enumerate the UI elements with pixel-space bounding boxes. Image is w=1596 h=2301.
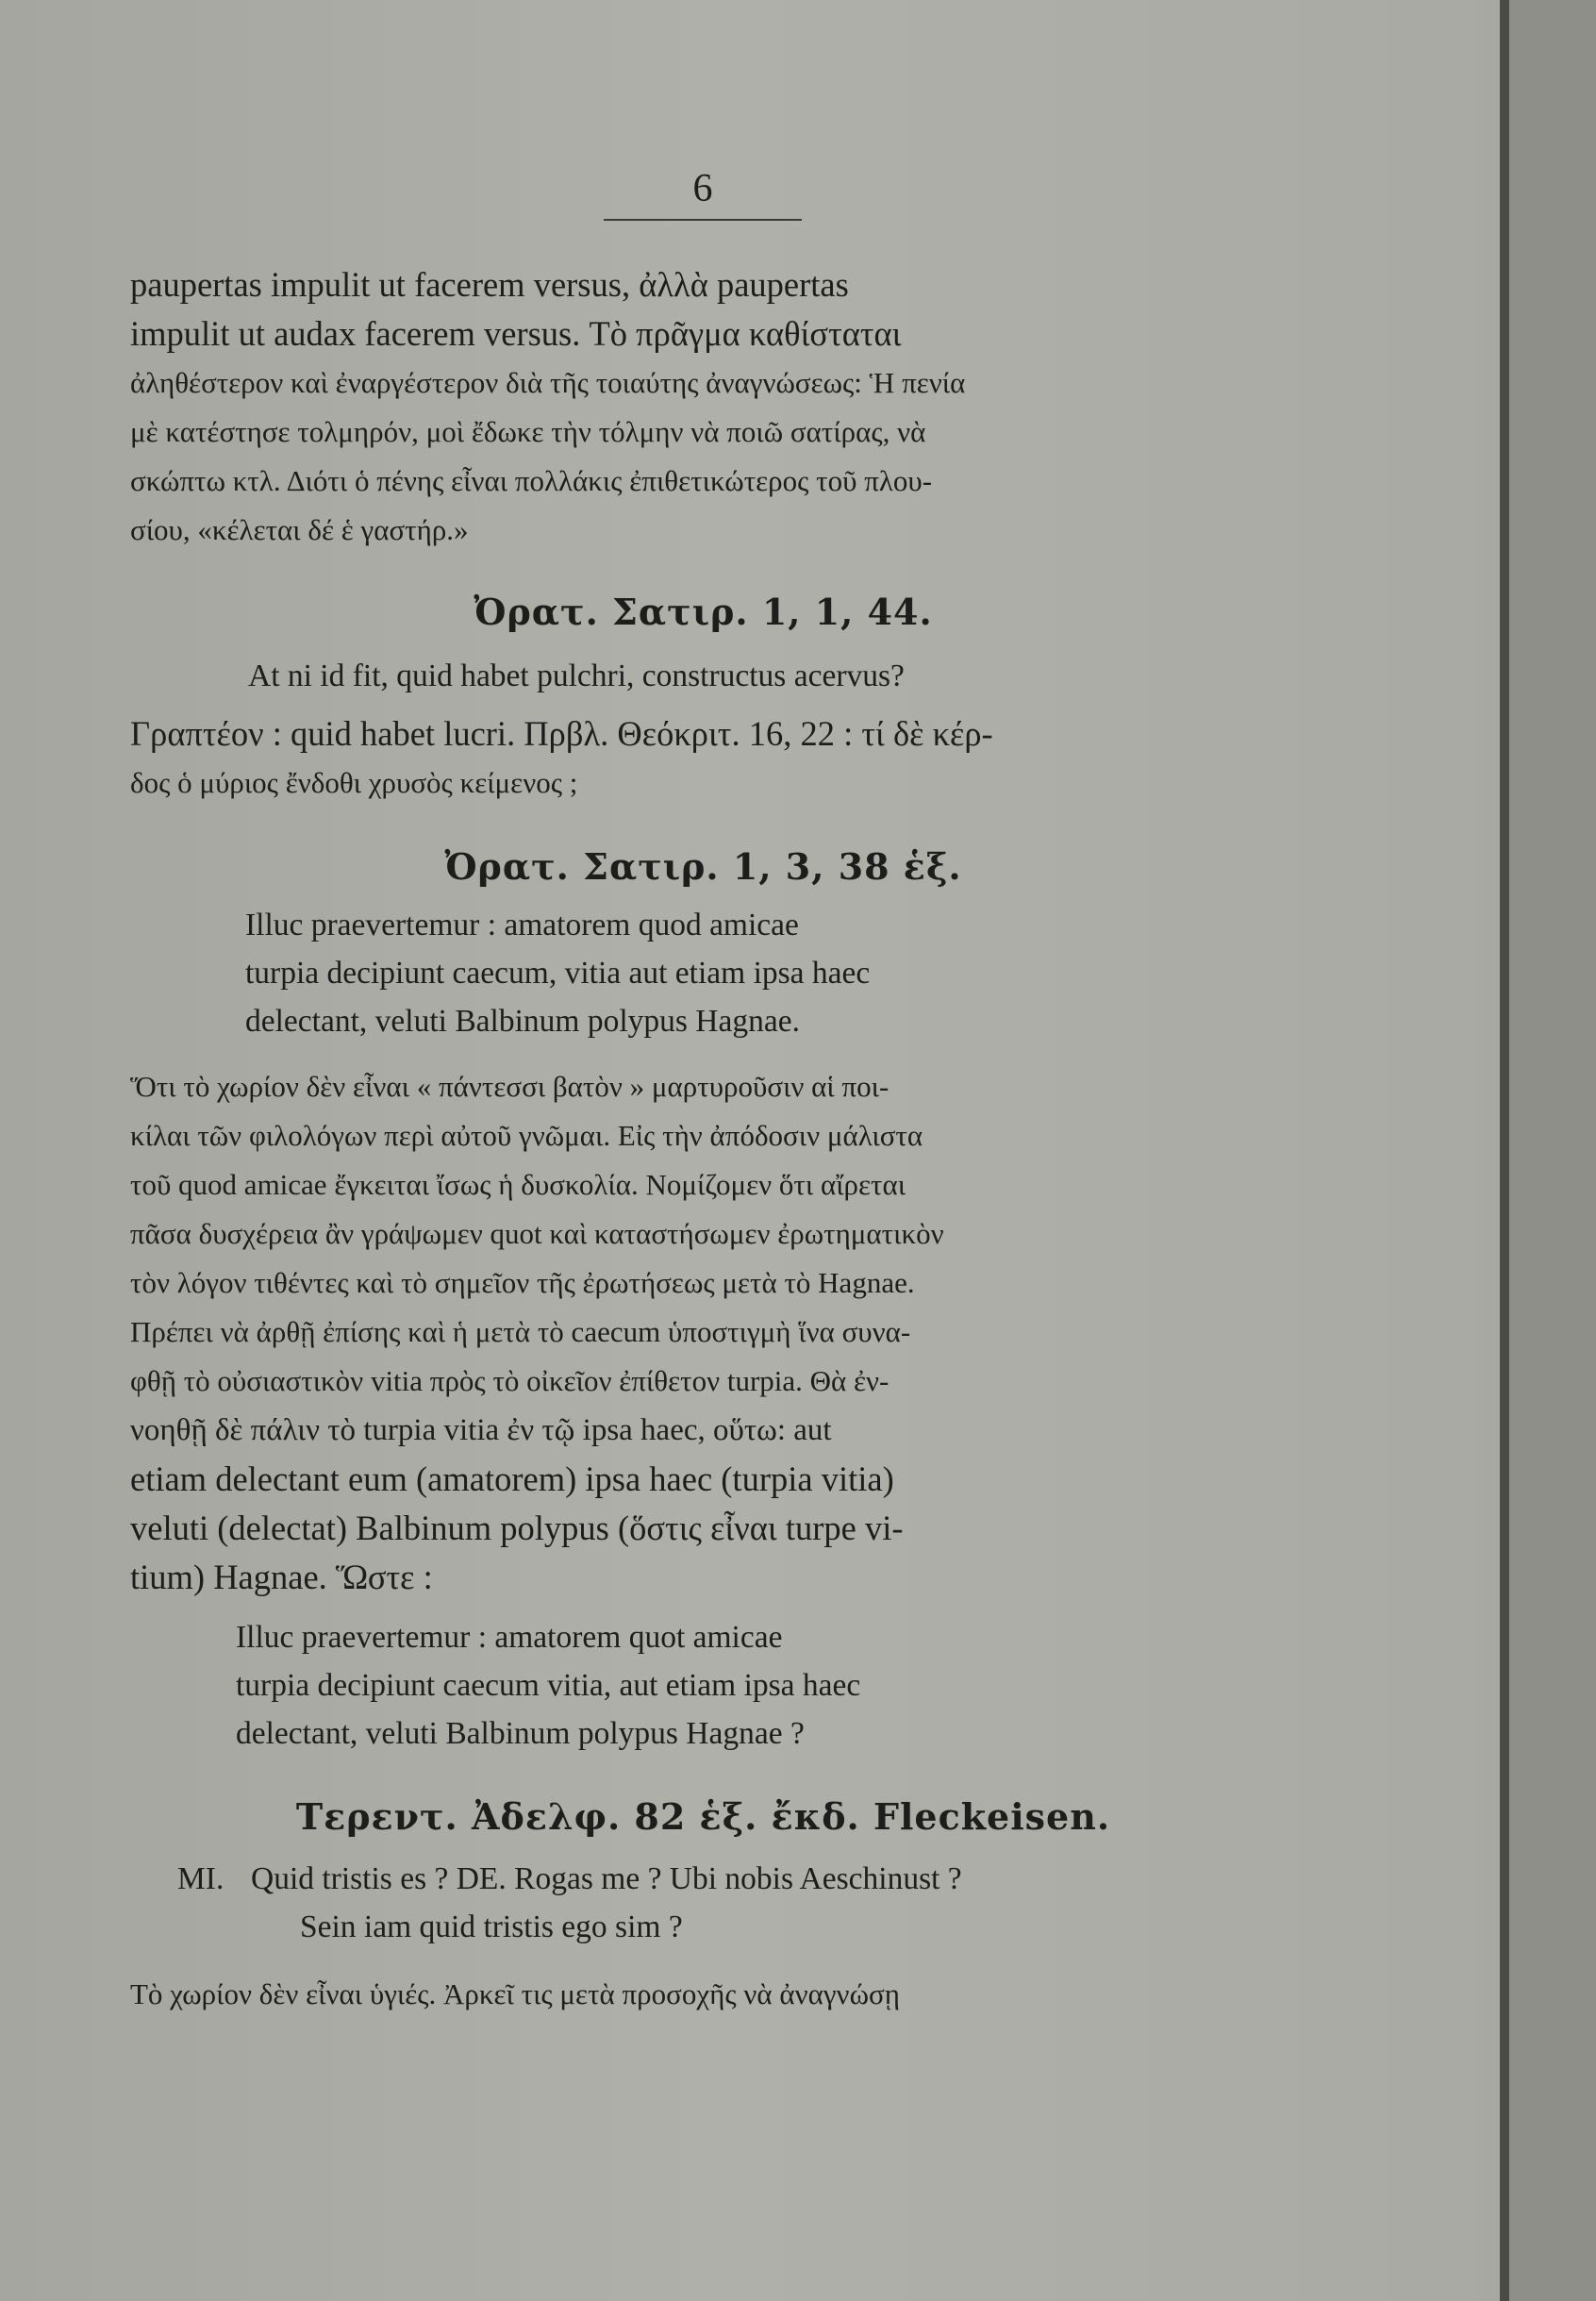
- dialog-line: [177, 1855, 1276, 1903]
- page-number-rule: [604, 219, 802, 221]
- dialog-block: [130, 1855, 1276, 1951]
- dialog-line: Sein iam quid tristis ego sim ?: [300, 1909, 683, 1944]
- quote-line: At ni id fit, quid habet pulchri, constructus acervus?: [248, 659, 905, 693]
- text-line: νοηθῇ δὲ πάλιν τὸ turpia vitia ἐν τῷ ipsa haec, οὕτω: aut: [130, 1413, 832, 1447]
- quote-line: Illuc praevertemur : amatorem quot amicae: [236, 1620, 783, 1655]
- text-line: τὸν λόγον τιθέντες καὶ τὸ σημεῖον τῆς ἐρωτήσεως μετὰ τὸ Hagnae.: [130, 1266, 915, 1299]
- text-line: ἀληθέστερον καὶ ἐναργέστερον διὰ τῆς τοιαύτης ἀναγνώσεως: Ἡ πενία: [130, 366, 966, 399]
- paragraph-2: [130, 709, 1276, 808]
- text-line: πᾶσα δυσχέρεια ἂν γράψωμεν quot καὶ καταστήσωμεν ἐρωτηματικὸν: [130, 1217, 944, 1250]
- text-line: Πρέπει νὰ ἀρθῇ ἐπίσης καὶ ἡ μετὰ τὸ caecum ὑποστιγμὴ ἵνα συνα-: [130, 1315, 911, 1348]
- section-heading: Τερεντ. Ἀδελφ. 82 ἑξ. ἔκδ. Fleckeisen.: [295, 1795, 1111, 1838]
- text-line: tium) Hagnae. Ὥστε :: [130, 1558, 433, 1596]
- text-line: φθῇ τὸ οὐσιαστικὸν vitia πρὸς τὸ οἰκεῖον ἐπίθετον turpia. Θὰ ἐν-: [130, 1364, 889, 1397]
- paragraph-3: [130, 1062, 1276, 1602]
- text-line: Τὸ χωρίον δὲν εἶναι ὑγιές. Ἀρκεῖ τις μετὰ προσοχῆς νὰ ἀναγνώσῃ: [130, 1977, 900, 2010]
- page-edge-shadow: [1500, 0, 1509, 2301]
- text-line: κίλαι τῶν φιλολόγων περὶ αὐτοῦ γνῶμαι. Εἰς τὴν ἀπόδοσιν μάλιστα: [130, 1119, 923, 1152]
- text-line: etiam delectant eum (amatorem) ipsa haec (turpia vitia): [130, 1459, 894, 1498]
- page-margin-strip: [1509, 0, 1596, 2301]
- speaker-label: MI.: [177, 1861, 224, 1896]
- section-heading: Ὀρατ. Σατιρ. 1, 3, 38 ἑξ.: [444, 845, 962, 888]
- quote-line: delectant, veluti Balbinum polypus Hagnae ?: [236, 1716, 805, 1751]
- quote-block: [130, 901, 1276, 1045]
- paragraph-1: [130, 260, 1276, 555]
- quote-block: [130, 1613, 1276, 1758]
- text-line: Ὅτι τὸ χωρίον δὲν εἶναι « πάντεσσι βατὸν » μαρτυροῦσιν αἱ ποι-: [130, 1070, 889, 1103]
- page-text: [130, 255, 1276, 2019]
- text-line: paupertas impulit ut facerem versus, ἀλλὰ paupertas: [130, 265, 849, 304]
- text-line: τοῦ quod amicae ἔγκειται ἴσως ἡ δυσκολία. Νομίζομεν ὅτι αἴρεται: [130, 1168, 906, 1201]
- text-line: δος ὁ μύριος ἔνδοθι χρυσὸς κείμενος ;: [130, 766, 578, 799]
- text-line: Γραπτέον : quid habet lucri. Πρβλ. Θεόκριτ. 16, 22 : τί δὲ κέρ-: [130, 714, 993, 753]
- quote-line: Illuc praevertemur : amatorem quod amicae: [245, 908, 799, 942]
- quote-line: turpia decipiunt caecum, vitia aut etiam ipsa haec: [245, 956, 871, 991]
- text-line: μὲ κατέστησε τολμηρόν, μοὶ ἔδωκε τὴν τόλμην νὰ ποιῶ σατίρας, νὰ: [130, 415, 926, 448]
- text-line: σκώπτω κτλ. Διότι ὁ πένης εἶναι πολλάκις ἐπιθετικώτερος τοῦ πλου-: [130, 464, 933, 497]
- page-number: 6: [692, 167, 713, 210]
- text-line: σίου, «κέλεται δέ ἑ γαστήρ.»: [130, 513, 469, 546]
- quote-line: delectant, veluti Balbinum polypus Hagnae.: [245, 1004, 800, 1039]
- dialog-text: Quid tristis es ? DE. Rogas me ? Ubi nobis Aeschinust ?: [251, 1861, 962, 1896]
- text-line: impulit ut audax facerem versus. Τὸ πρᾶγμα καθίσταται: [130, 314, 902, 353]
- quote-line: turpia decipiunt caecum vitia, aut etiam ipsa haec: [236, 1668, 861, 1703]
- section-heading: Ὀρατ. Σατιρ. 1, 1, 44.: [474, 591, 933, 633]
- text-line: veluti (delectat) Balbinum polypus (ὅστις εἶναι turpe vi-: [130, 1509, 904, 1547]
